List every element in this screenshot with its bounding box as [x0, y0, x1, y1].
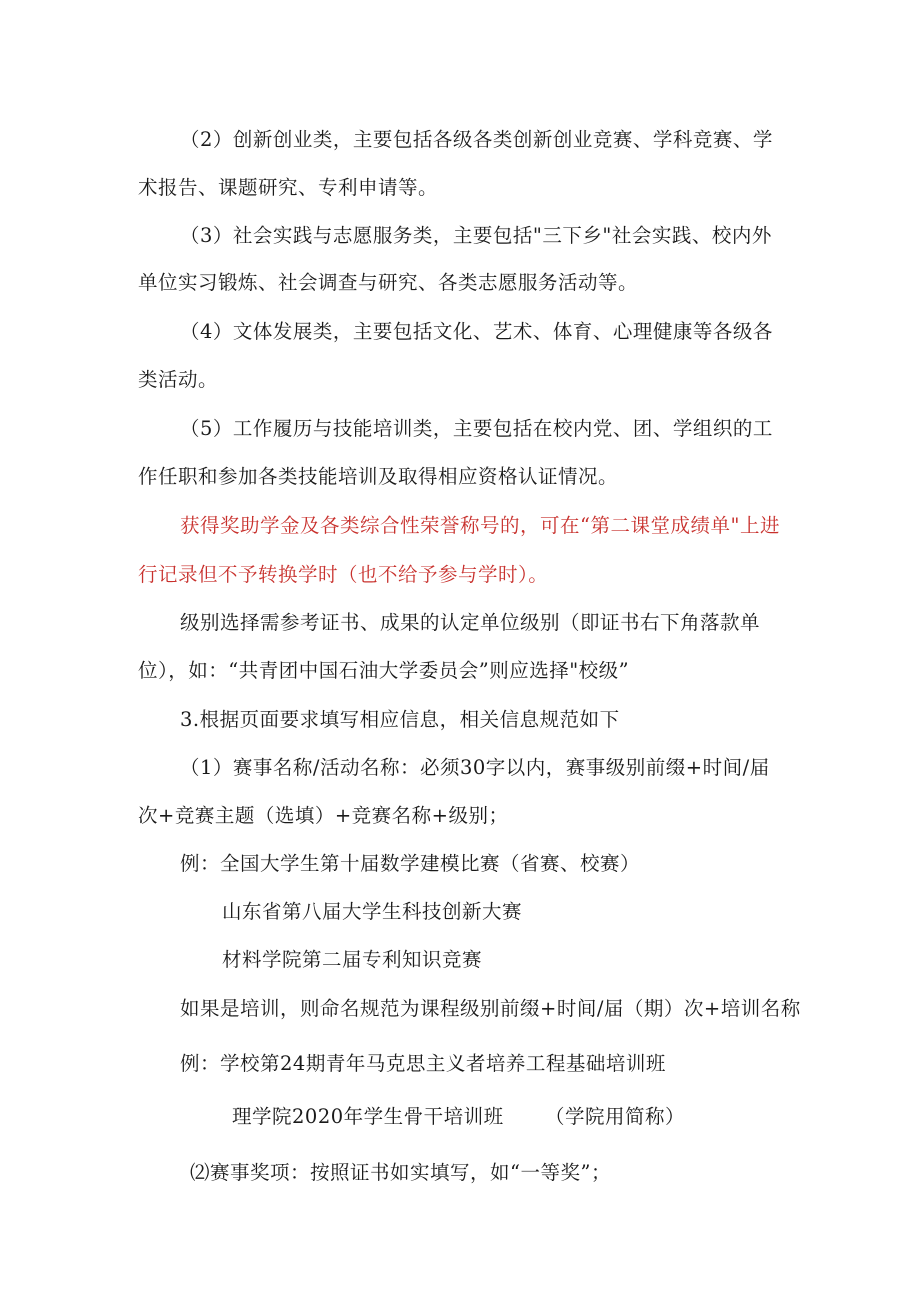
example-line: 山东省第八届大学生科技创新大赛 — [222, 900, 523, 923]
paragraph-line: （1）赛事名称/活动名称：必须30字以内，赛事级别前缀+时间/届 — [180, 756, 770, 779]
example-line: 理学院2020年学生骨干培训班 — [232, 1105, 504, 1128]
paragraph-line: ⑵赛事奖项：按照证书如实填写，如“一等奖”； — [190, 1161, 611, 1184]
paragraph-line: 位），如：“共青团中国石油大学委员会”则应选择"校级” — [138, 659, 630, 682]
paragraph-line: （2）创新创业类，主要包括各级各类创新创业竞赛、学科竞赛、学 — [180, 128, 773, 151]
paragraph-line: 术报告、课题研究、专利申请等。 — [138, 176, 439, 199]
paragraph-line: 单位实习锻炼、社会调查与研究、各类志愿服务活动等。 — [138, 271, 639, 294]
paragraph-line: 次+竞赛主题（选填）+竞赛名称+级别； — [138, 804, 509, 827]
paragraph-line: 级别选择需参考证书、成果的认定单位级别（即证书右下角落款单 — [180, 611, 761, 634]
paragraph-line: 作任职和参加各类技能培训及取得相应资格认证情况。 — [138, 465, 619, 488]
highlight-line: 获得奖助学金及各类综合性荣誉称号的，可在“第二课堂成绩单"上进 — [180, 514, 780, 537]
highlight-line: 行记录但不予转换学时（也不给予参与学时）。 — [138, 563, 549, 586]
example-line: 例：学校第24期青年马克思主义者培养工程基础培训班 — [180, 1052, 666, 1075]
paragraph-line: （3）社会实践与志愿服务类，主要包括"三下乡"社会实践、校内外 — [180, 224, 772, 247]
paragraph-line: （4）文体发展类，主要包括文化、艺术、体育、心理健康等各级各 — [180, 320, 773, 343]
example-line: 材料学院第二届专利知识竞赛 — [222, 948, 483, 971]
section-heading: 3.根据页面要求填写相应信息，相关信息规范如下 — [180, 708, 620, 731]
paragraph-line: 类活动。 — [138, 368, 219, 391]
paragraph-line: （5）工作履历与技能培训类，主要包括在校内党、团、学组织的工 — [180, 417, 773, 440]
example-line: 例：全国大学生第十届数学建模比赛（省赛、校赛） — [180, 852, 641, 875]
paragraph-line: 如果是培训，则命名规范为课程级别前缀+时间/届（期）次+培训名称 — [180, 997, 801, 1020]
example-note: （学院用简称） — [545, 1105, 686, 1128]
